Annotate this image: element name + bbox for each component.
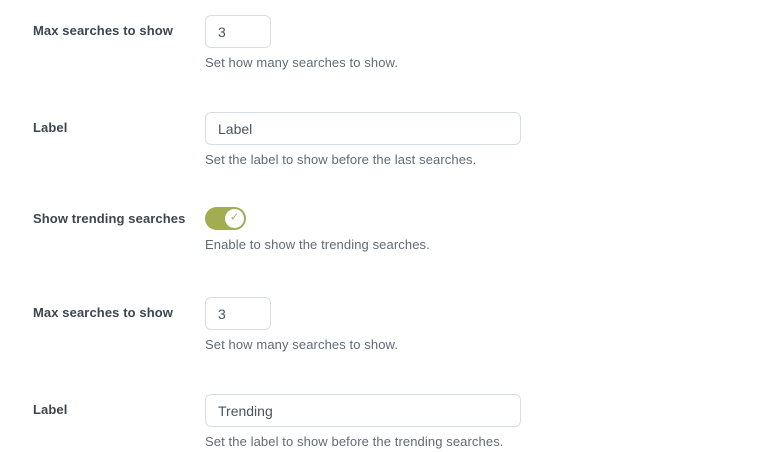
field-row-label-trending — [0, 394, 769, 449]
field-help-text: Set the label to show before the trending searches. — [205, 434, 504, 449]
field-row-max-searches-last — [0, 15, 769, 70]
field-row-show-trending — [0, 207, 769, 252]
control-column — [205, 15, 769, 48]
field-label: Max searches to show — [33, 305, 173, 320]
field-help-text: Enable to show the trending searches. — [205, 237, 430, 252]
field-row-max-searches-trending — [0, 297, 769, 352]
field-row-label-last — [0, 112, 769, 167]
label-input-last[interactable] — [205, 112, 521, 145]
show-trending-toggle[interactable] — [205, 207, 246, 230]
field-label: Label — [33, 402, 68, 417]
control-column — [205, 394, 769, 427]
control-column — [205, 297, 769, 330]
field-label: Max searches to show — [33, 23, 173, 38]
toggle-knob — [225, 209, 244, 228]
field-label: Show trending searches — [33, 211, 186, 226]
max-searches-input-trending[interactable] — [205, 297, 271, 330]
check-icon: ✓ — [229, 211, 240, 224]
field-help-text: Set how many searches to show. — [205, 337, 399, 352]
field-help-text: Set the label to show before the last searches. — [205, 152, 477, 167]
field-label: Label — [33, 120, 68, 135]
field-help-text: Set how many searches to show. — [205, 55, 399, 70]
label-input-trending[interactable] — [205, 394, 521, 427]
max-searches-input-last[interactable] — [205, 15, 271, 48]
control-column — [205, 112, 769, 145]
